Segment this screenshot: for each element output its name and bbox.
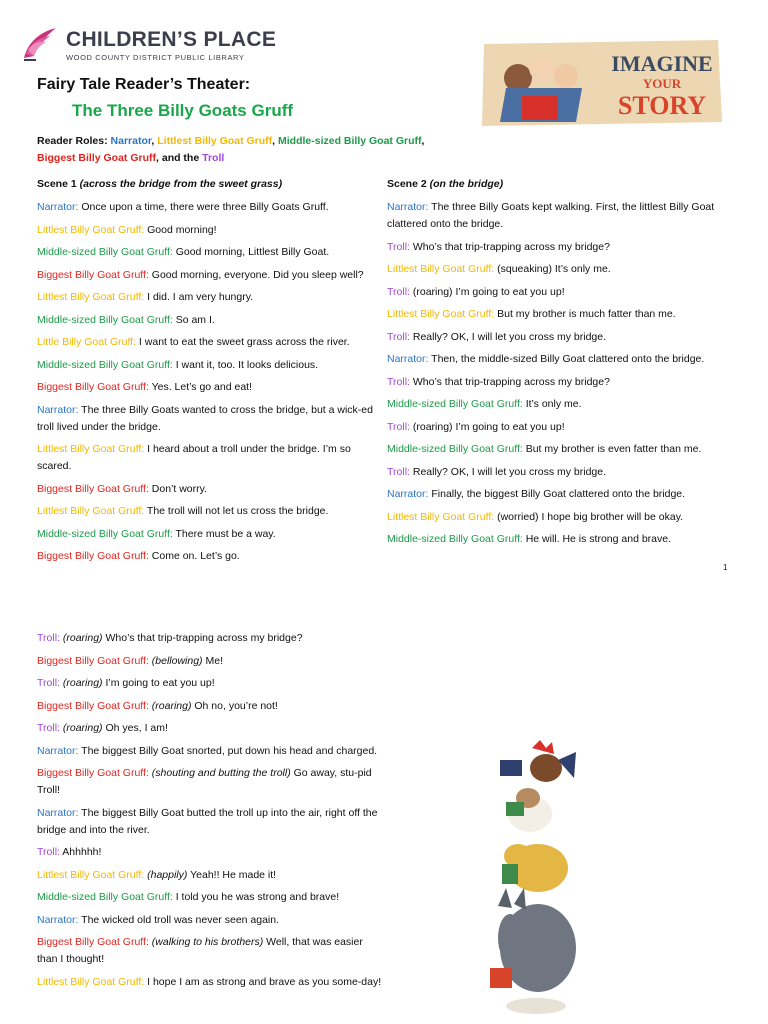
speaker-name: Narrator: xyxy=(387,488,429,500)
document-title: Fairy Tale Reader’s Theater: xyxy=(37,76,251,93)
script-line xyxy=(37,222,377,239)
speaker-name: Narrator: xyxy=(387,353,429,365)
script-line xyxy=(387,306,732,323)
scene-1 xyxy=(37,178,377,571)
script-line xyxy=(37,379,377,396)
line-text: Who’s that trip-trapping across my bridge? xyxy=(409,375,610,388)
line-text: Don’t worry. xyxy=(148,482,208,495)
line-text: The biggest Billy Goat butted the troll up into the air, right off the bridge and into the river. xyxy=(37,806,378,836)
speaker-name: Middle-sized Billy Goat Gruff: xyxy=(37,891,173,903)
line-text: Oh yes, I am! xyxy=(102,722,168,734)
speaker-name: Narrator: xyxy=(37,913,79,926)
line-text: Who’s that trip-trapping across my bridge? xyxy=(409,240,610,253)
line-text: So am I. xyxy=(172,313,215,326)
speaker-name: Narrator: xyxy=(387,201,429,213)
script-line xyxy=(37,934,382,968)
scene-1-note: (across the bridge from the sweet grass) xyxy=(79,178,283,190)
script-line xyxy=(37,199,377,216)
script-line xyxy=(37,334,377,351)
role-biggest: Biggest Billy Goat Gruff xyxy=(37,152,157,164)
role-middle: Middle-sized Billy Goat Gruff xyxy=(278,135,422,147)
role-littlest: Littlest Billy Goat Gruff xyxy=(157,135,273,147)
stage-direction: (shouting and butting the troll) xyxy=(148,767,291,779)
page-number: 1 xyxy=(723,563,728,572)
script-line xyxy=(387,509,732,526)
banner-story: STORY xyxy=(617,91,707,120)
org-name: CHILDREN’S PLACE xyxy=(66,28,277,51)
roles-and-the: , and the xyxy=(156,152,200,164)
imagine-your-story-banner xyxy=(478,38,724,128)
script-line xyxy=(387,531,732,548)
banner-your: YOUR xyxy=(642,76,682,91)
speaker-name: Biggest Billy Goat Gruff: xyxy=(37,699,149,712)
line-text: Really? OK, I will let you cross my bridge. xyxy=(409,465,607,478)
script-line xyxy=(387,351,732,368)
banner-imagine: IMAGINE xyxy=(611,51,713,76)
script-line xyxy=(37,267,377,284)
speaker-name: Troll: xyxy=(387,420,410,433)
script-line xyxy=(37,720,382,737)
speaker-name: Troll: xyxy=(37,632,60,644)
line-text: Who’s that trip-trapping across my bridge? xyxy=(102,632,303,644)
speaker-name: Littlest Billy Goat Gruff: xyxy=(387,263,495,275)
line-text: Good morning! xyxy=(144,223,217,236)
scene-1-lines xyxy=(37,199,377,565)
stage-direction: (roaring) xyxy=(59,632,103,644)
script-line xyxy=(387,261,732,278)
speaker-name: Troll: xyxy=(387,330,410,343)
script-line xyxy=(37,675,382,692)
line-text: Then, the middle-sized Billy Goat clattered onto the bridge. xyxy=(428,353,705,365)
script-line xyxy=(37,805,382,839)
speaker-name: Biggest Billy Goat Gruff: xyxy=(37,654,149,667)
script-line xyxy=(387,419,732,436)
script-line xyxy=(37,244,377,261)
speaker-name: Little Billy Goat Gruff: xyxy=(37,336,137,348)
line-text: Go away, stu-pid Troll! xyxy=(37,767,372,796)
line-text: (roaring) I’m going to eat you up! xyxy=(409,285,565,298)
line-text: I hope I am as strong and brave as you some-day! xyxy=(144,975,382,988)
line-text: The wicked old troll was never seen again. xyxy=(78,913,280,926)
script-line xyxy=(387,396,732,413)
line-text: It’s only me. xyxy=(522,398,582,410)
line-text: He will. He is strong and brave. xyxy=(522,533,672,545)
line-text: Ahhhhh! xyxy=(59,846,102,858)
stacked-animals-illustration xyxy=(488,738,578,1018)
script-line xyxy=(37,698,382,715)
line-text: Come on. Let’s go. xyxy=(148,550,240,562)
script-line xyxy=(37,526,377,543)
script-line xyxy=(387,199,732,233)
org-subtitle: WOOD COUNTY DISTRICT PUBLIC LIBRARY xyxy=(66,53,245,62)
stage-direction: (walking to his brothers) xyxy=(148,936,264,948)
line-text: Good morning, everyone. Did you sleep well? xyxy=(148,268,364,281)
speaker-name: Narrator: xyxy=(37,744,79,757)
stage-direction: (roaring) xyxy=(59,722,103,734)
line-text: The three Billy Goats kept walking. First, the littlest Billy Goat clattered onto the bridge. xyxy=(387,201,715,230)
speaker-name: Narrator: xyxy=(37,201,79,213)
script-line xyxy=(37,653,382,670)
speaker-name: Littlest Billy Goat Gruff: xyxy=(37,975,145,988)
speaker-name: Middle-sized Billy Goat Gruff: xyxy=(387,533,523,545)
scene-2-lines xyxy=(387,199,732,548)
stage-direction: (happily) xyxy=(144,868,188,881)
speaker-name: Biggest Billy Goat Gruff: xyxy=(37,550,149,562)
script-line xyxy=(37,312,377,329)
line-text: Well, that was easier than I thought! xyxy=(37,936,363,965)
script-line xyxy=(387,441,732,458)
speaker-name: Troll: xyxy=(387,240,410,253)
script-line xyxy=(387,464,732,481)
scene-1-heading xyxy=(37,178,377,190)
line-text: I’m going to eat you up! xyxy=(102,677,215,689)
script-line xyxy=(37,441,377,475)
line-text: I heard about a troll under the bridge. I’m so scared. xyxy=(37,443,351,472)
speaker-name: Troll: xyxy=(37,677,60,689)
page-2-script xyxy=(37,630,382,996)
script-line xyxy=(387,486,732,503)
speaker-name: Middle-sized Billy Goat Gruff: xyxy=(37,246,173,258)
scene-1-label: Scene 1 xyxy=(37,178,77,190)
library-logo-icon xyxy=(20,24,60,64)
line-text: The biggest Billy Goat snorted, put down his head and charged. xyxy=(78,744,378,757)
document-subtitle: The Three Billy Goats Gruff xyxy=(72,101,294,120)
script-line xyxy=(387,329,732,346)
line-text: But my brother is much fatter than me. xyxy=(494,308,676,320)
line-text: Good morning, Littlest Billy Goat. xyxy=(172,246,330,258)
script-line xyxy=(37,974,382,991)
script-line xyxy=(37,548,377,565)
line-text: (squeaking) It’s only me. xyxy=(494,263,611,275)
speaker-name: Middle-sized Billy Goat Gruff: xyxy=(37,527,173,540)
speaker-name: Littlest Billy Goat Gruff: xyxy=(37,291,145,303)
script-line xyxy=(387,374,732,391)
script-line xyxy=(37,630,382,647)
line-text: Finally, the biggest Billy Goat clattered onto the bridge. xyxy=(428,488,686,500)
reader-roles: Reader Roles: Narrator, Littlest Billy Goat Gruff, Middle-sized Billy Goat Gruff, Biggest Billy Goat Gruff, and the Troll xyxy=(37,135,425,164)
script-line xyxy=(37,402,377,436)
scene-2-note: (on the bridge) xyxy=(429,178,504,190)
speaker-name: Biggest Billy Goat Gruff: xyxy=(37,767,149,779)
speaker-name: Troll: xyxy=(37,722,60,734)
role-narrator: Narrator xyxy=(110,135,152,147)
speaker-name: Middle-sized Billy Goat Gruff: xyxy=(37,358,173,371)
speaker-name: Middle-sized Billy Goat Gruff: xyxy=(387,443,523,455)
scene-2-label: Scene 2 xyxy=(387,178,427,190)
line-text: I did. I am very hungry. xyxy=(144,291,254,303)
line-text: Once upon a time, there were three Billy Goats Gruff. xyxy=(78,201,329,213)
scene-2 xyxy=(387,178,732,554)
stage-direction: (roaring) xyxy=(59,677,103,689)
line-text: Oh no, you’re not! xyxy=(191,699,278,712)
speaker-name: Biggest Billy Goat Gruff: xyxy=(37,936,149,948)
line-text: Me! xyxy=(202,654,223,667)
script-line xyxy=(37,912,382,929)
page-2-lines xyxy=(37,630,382,991)
script-line xyxy=(37,844,382,861)
script-line xyxy=(37,765,382,799)
speaker-name: Littlest Billy Goat Gruff: xyxy=(37,868,145,881)
line-text: The three Billy Goats wanted to cross the bridge, but a wick-ed troll lived under the bridge. xyxy=(37,403,373,433)
speaker-name: Biggest Billy Goat Gruff: xyxy=(37,268,149,281)
speaker-name: Littlest Billy Goat Gruff: xyxy=(37,223,145,236)
line-text: I want to eat the sweet grass across the river. xyxy=(136,336,350,348)
speaker-name: Littlest Billy Goat Gruff: xyxy=(387,510,495,523)
speaker-name: Narrator: xyxy=(37,403,79,416)
scene-2-heading xyxy=(387,178,732,190)
speaker-name: Middle-sized Billy Goat Gruff: xyxy=(387,398,523,410)
speaker-name: Middle-sized Billy Goat Gruff: xyxy=(37,313,173,326)
stage-direction: (bellowing) xyxy=(148,654,203,667)
speaker-name: Troll: xyxy=(37,846,60,858)
line-text: Yeah!! He made it! xyxy=(187,868,277,881)
script-line xyxy=(387,284,732,301)
speaker-name: Littlest Billy Goat Gruff: xyxy=(387,308,495,320)
roles-label: Reader Roles: xyxy=(37,135,108,147)
stage-direction: (roaring) xyxy=(148,699,192,712)
line-text: Yes. Let’s go and eat! xyxy=(148,381,253,393)
speaker-name: Troll: xyxy=(387,375,410,388)
role-troll: Troll xyxy=(202,152,225,164)
line-text: The troll will not let us cross the bridge. xyxy=(144,505,329,517)
speaker-name: Troll: xyxy=(387,285,410,298)
script-line xyxy=(387,239,732,256)
line-text: Really? OK, I will let you cross my bridge. xyxy=(409,330,607,343)
speaker-name: Biggest Billy Goat Gruff: xyxy=(37,381,149,393)
speaker-name: Littlest Billy Goat Gruff: xyxy=(37,443,145,455)
line-text: (worried) I hope big brother will be okay. xyxy=(494,510,684,523)
speaker-name: Narrator: xyxy=(37,806,79,819)
speaker-name: Troll: xyxy=(387,465,410,478)
line-text: I told you he was strong and brave! xyxy=(172,891,340,903)
script-line xyxy=(37,867,382,884)
script-line xyxy=(37,503,377,520)
line-text: I want it, too. It looks delicious. xyxy=(172,358,319,371)
speaker-name: Littlest Billy Goat Gruff: xyxy=(37,505,145,517)
line-text: But my brother is even fatter than me. xyxy=(522,443,702,455)
speaker-name: Biggest Billy Goat Gruff: xyxy=(37,482,149,495)
script-line xyxy=(37,889,382,906)
script-line xyxy=(37,481,377,498)
script-line xyxy=(37,357,377,374)
script-line xyxy=(37,743,382,760)
line-text: There must be a way. xyxy=(172,527,276,540)
script-line xyxy=(37,289,377,306)
line-text: (roaring) I’m going to eat you up! xyxy=(409,420,565,433)
